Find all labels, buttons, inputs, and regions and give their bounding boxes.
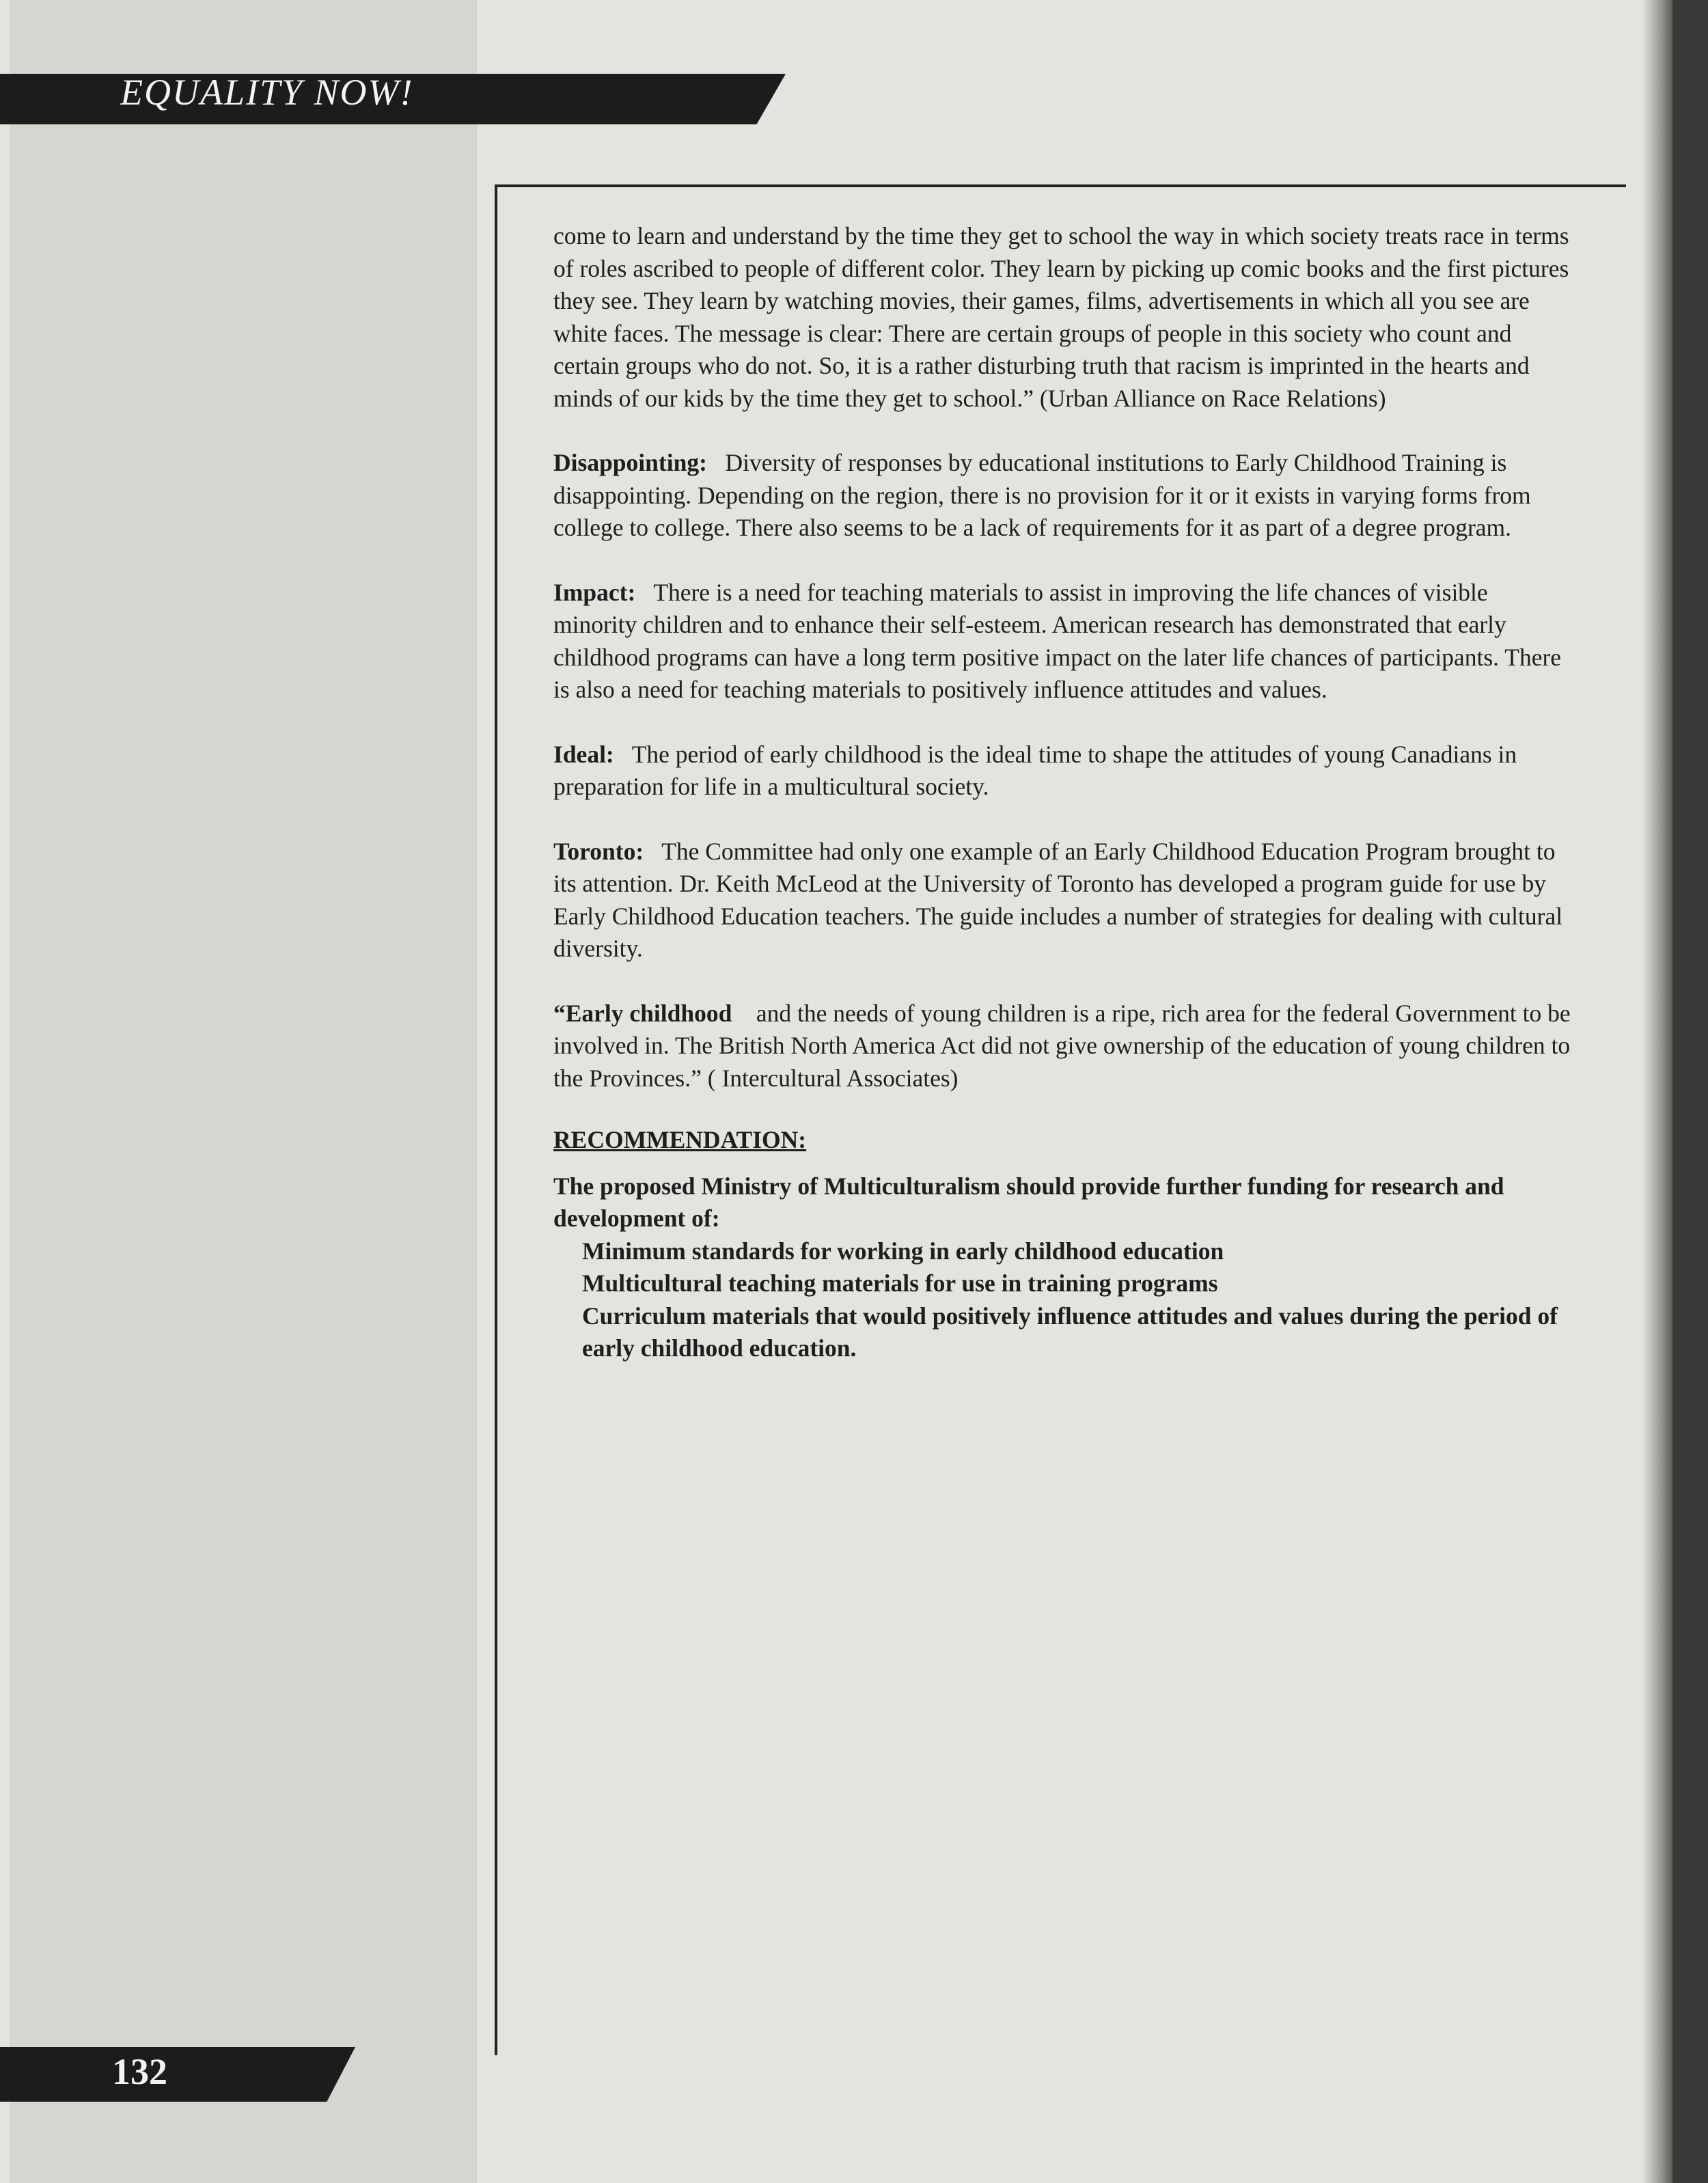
footer-banner	[0, 2047, 355, 2102]
section-text: The Committee had only one example of an Early Childhood Education Program brought to its attention. Dr. Keith McLeod at the University of Toronto has developed a program guide for use by Early Childhood Education teachers. The guide includes a number of strategies for dealing with cultural diversity.	[553, 837, 1563, 962]
section-text: The period of early childhood is the ideal time to shape the attitudes of young Canadians in preparation for life in a multicultural society.	[553, 740, 1517, 800]
section-text: Diversity of responses by educational institutions to Early Childhood Training is disappointing. Depending on the region, there is no provision for it or it exists in varying forms from college to college. There also seems to be a lack of requirements for it as part of a degree program.	[553, 449, 1531, 541]
quote-continuation: come to learn and understand by the time they get to school the way in which society treats race in terms of roles ascribed to people of different color. They learn by picking up comic books and the first pictures they see. They learn by watching movies, their games, films, advertisements in which all you see are white faces. The message is clear: There are certain groups of people in this society who count and certain groups who do not. So, it is a rather disturbing truth that racism is imprinted in the hearts and minds of our kids by the time they get to school.” (Urban Alliance on Race Relations)	[553, 222, 1569, 412]
section-ideal	[553, 739, 1575, 804]
left-margin-panel	[10, 0, 477, 2183]
recommendation-item: Multicultural teaching materials for use in training programs	[582, 1269, 1218, 1297]
recommendation-item: Curriculum materials that would positively influence attitudes and values during the period of early childhood education.	[582, 1302, 1558, 1362]
section-text: and the needs of young children is a ripe, rich area for the federal Government to be involved in. The British North America Act did not give ownership of the education of young children to the Provinces.” ( Intercultural Associates)	[553, 999, 1571, 1092]
recommendation-heading: RECOMMENDATION:	[553, 1126, 807, 1153]
section-term: Toronto:	[553, 837, 644, 865]
section-text: There is a need for teaching materials to assist in improving the life chances of visible minority children and to enhance their self-esteem. American research has demonstrated that early childhood programs can have a long term positive impact on the later life chances of participants. There is also a need for teaching materials to positively influence attitudes and values.	[553, 578, 1562, 703]
section-term: Ideal:	[553, 740, 614, 768]
page-edge-shadow	[1642, 0, 1672, 2183]
top-rule	[495, 184, 1626, 187]
section-impact	[553, 577, 1575, 706]
recommendation-text: The proposed Ministry of Multiculturalism should provide further funding for research and development of:	[553, 1172, 1504, 1232]
vertical-rule	[495, 184, 497, 2055]
section-disappointing	[553, 447, 1575, 545]
section-toronto	[553, 836, 1575, 965]
recommendation-list	[553, 1235, 1575, 1365]
section-early-childhood-quote	[553, 998, 1575, 1095]
section-term: “Early childhood	[553, 999, 732, 1027]
running-header-title: EQUALITY NOW!	[120, 72, 414, 113]
section-term: Disappointing:	[553, 449, 707, 476]
recommendation-item: Minimum standards for working in early childhood education	[582, 1237, 1224, 1265]
page-number: 132	[112, 2051, 167, 2092]
section-term: Impact:	[553, 578, 636, 606]
main-text-column	[553, 220, 1575, 1365]
